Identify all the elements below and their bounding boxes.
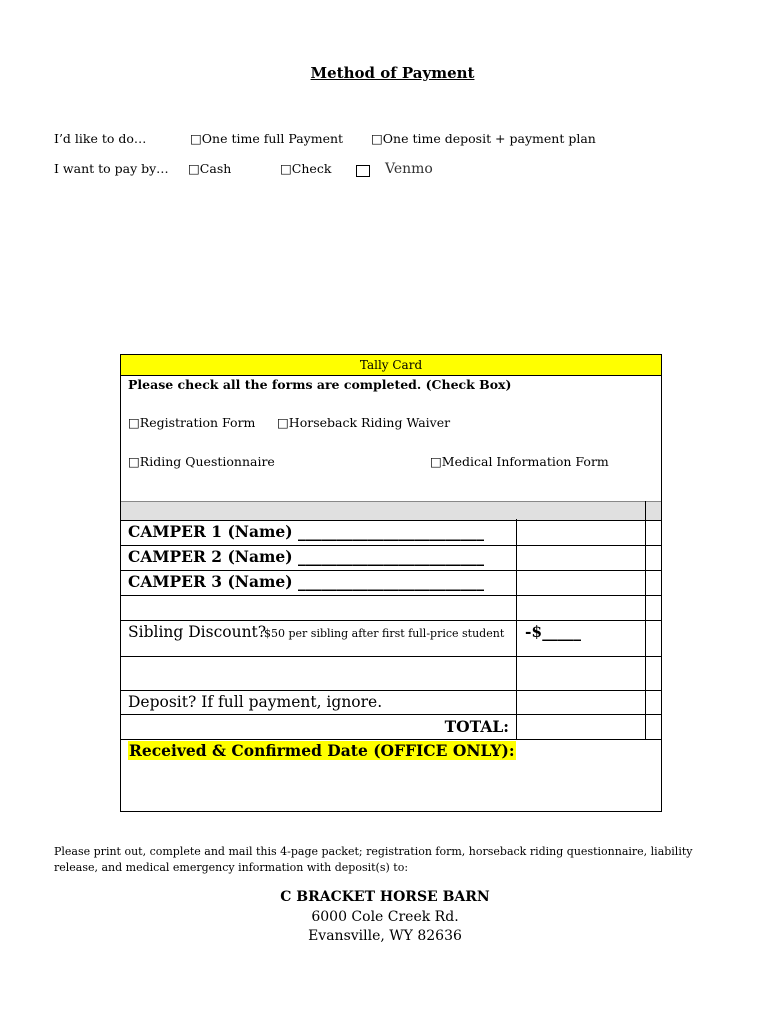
camper-2-name: CAMPER 2 (Name) ________________________ — [128, 547, 484, 566]
mailing-instructions: Please print out, complete and mail this 4-page packet; registration form, horseback riding questionnaire, liability release, and medical emergency information with deposit(s) to: — [54, 845, 693, 874]
received-confirmed-label: Received & Confirmed Date (OFFICE ONLY): — [129, 741, 515, 760]
venmo-checkbox[interactable] — [356, 165, 370, 177]
tally-card-header: Tally Card — [121, 355, 661, 376]
column-divider — [645, 501, 646, 739]
row-divider — [121, 570, 661, 571]
table-header-row — [121, 501, 661, 521]
row-divider — [121, 620, 661, 621]
barn-name: C BRACKET HORSE BARN — [280, 889, 490, 905]
camper-3-name: CAMPER 3 (Name) ________________________ — [128, 572, 484, 591]
check-option[interactable]: □Check — [280, 161, 332, 176]
forms-instruction: Please check all the forms are completed. (Check Box) — [128, 377, 512, 392]
registration-form-checkbox[interactable]: □Registration Form — [128, 415, 256, 430]
camper-1-name: CAMPER 1 (Name) ________________________ — [128, 522, 484, 541]
venmo-option-label: Venmo — [385, 161, 433, 177]
row-divider — [121, 739, 661, 740]
deposit-plan-option[interactable]: □One time deposit + payment plan — [371, 131, 596, 146]
payment-method-label: I want to pay by… — [54, 161, 169, 176]
row-divider — [121, 545, 661, 546]
deposit-label: Deposit? If full payment, ignore. — [128, 693, 383, 711]
tally-card — [120, 354, 662, 812]
sibling-discount-label: Sibling Discount? — [128, 623, 267, 641]
payment-plan-label: I’d like to do… — [54, 131, 147, 146]
barn-city: Evansville, WY 82636 — [308, 928, 462, 944]
riding-waiver-checkbox[interactable]: □Horseback Riding Waiver — [277, 415, 451, 430]
row-divider — [121, 690, 661, 691]
riding-questionnaire-checkbox[interactable]: □Riding Questionnaire — [128, 454, 275, 469]
row-divider — [121, 714, 661, 715]
cash-option[interactable]: □Cash — [188, 161, 232, 176]
column-divider — [516, 519, 517, 739]
sibling-discount-note: $50 per sibling after first full-price student — [264, 627, 505, 640]
total-label: TOTAL: — [444, 717, 509, 736]
barn-street: 6000 Cole Creek Rd. — [311, 909, 459, 925]
row-divider — [121, 656, 661, 657]
row-divider — [121, 595, 661, 596]
page-title: Method of Payment — [310, 64, 475, 82]
sibling-discount-value: -$_____ — [525, 622, 581, 641]
medical-form-checkbox[interactable]: □Medical Information Form — [430, 454, 609, 469]
full-payment-option[interactable]: □One time full Payment — [190, 131, 344, 146]
